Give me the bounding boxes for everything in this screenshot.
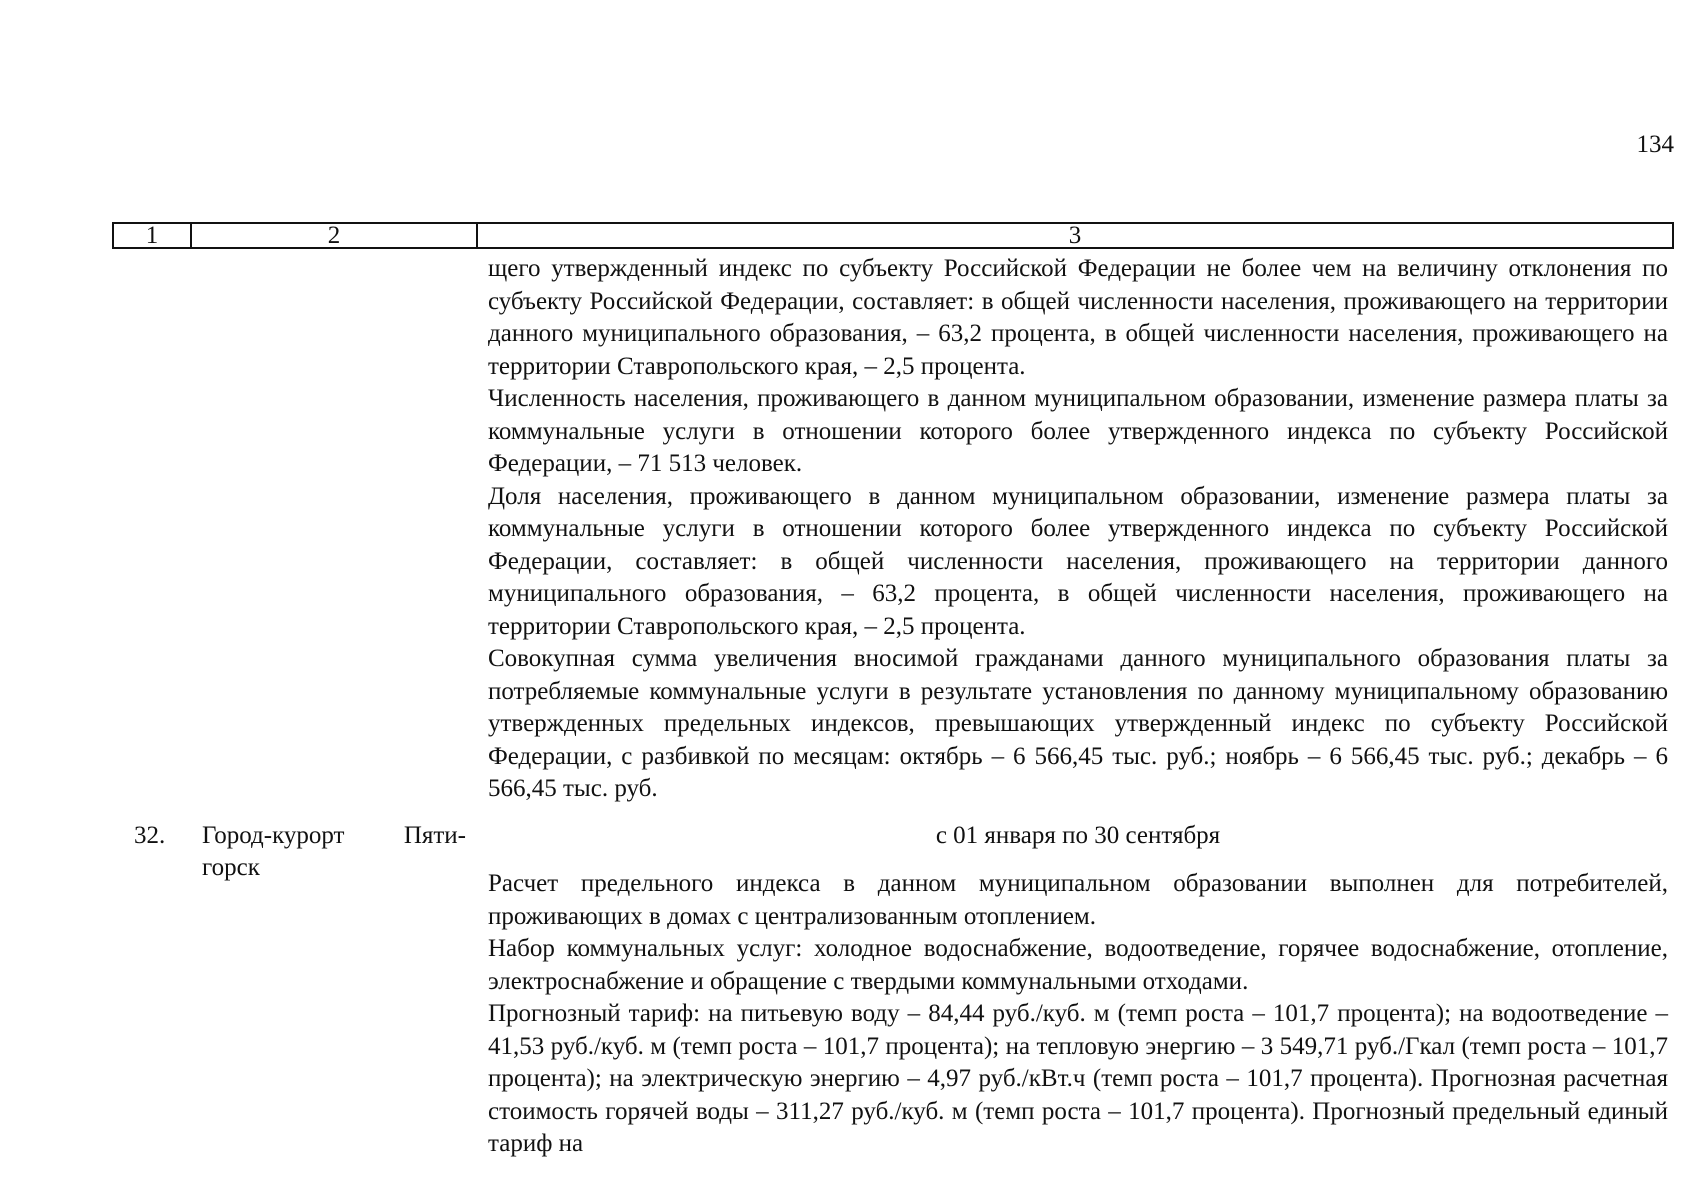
column-number-3: 3 bbox=[1068, 222, 1082, 249]
paragraph: Прогнозный тариф: на питьевую воду – 84,44 руб./куб. м (темп роста – 101,7 процента); на водоотведение – 41,53 руб./куб. м (темп роста – 101,7 процента); на тепловую энергию – 3 549,71 руб./Гкал (темп роста – 101,7 процента); на электрическую энергию – 4,97 руб./кВт.ч (темп роста – 101,7 процента). Прогнозная расчетная стоимость горячей воды – 311,27 руб./куб. м (темп роста – 101,7 процента). Прогнозный предельный единый тариф на bbox=[488, 1000, 1668, 1157]
row-32-text bbox=[488, 868, 1668, 1161]
municipality-name-part: Пяти- bbox=[403, 822, 466, 849]
table-column-header bbox=[112, 222, 1674, 249]
paragraph: Доля населения, проживающего в данном муниципальном образовании, изменение размера платы за коммунальные услуги в отношении которого более утвержденного индекса по субъекту Российской Федерации, составляет: в общей численности населения, проживающего на территории данного муниципального образования, – 63,2 процента, в общей численности населения, проживающего на территории Ставропольского края, – 2,5 процента. bbox=[488, 482, 1668, 640]
municipality-name-part: Город-курорт bbox=[202, 822, 345, 849]
column-number-2: 2 bbox=[192, 224, 478, 247]
municipality-name bbox=[202, 820, 466, 884]
paragraph: Расчет предельного индекса в данном муниципальном образовании выполнен для потребителей, проживающих в домах с централизованным отоплением. bbox=[488, 870, 1668, 930]
municipality-name-part: горск bbox=[202, 854, 260, 881]
paragraph: Набор коммунальных услуг: холодное водоснабжение, водоотведение, горячее водоснабжение, отопление, электроснабжение и обращение с твердыми коммунальными отходами. bbox=[488, 935, 1668, 995]
paragraph: Совокупная сумма увеличения вносимой гражданами данного муниципального образования платы за потребляемые коммунальные услуги в результате установления по данному муниципальному образованию утвержденных предельных индексов, превышающих утвержденный индекс по субъекту Российской Федерации, с разбивкой по месяцам: октябрь – 6 566,45 тыс. руб.; ноябрь – 6 566,45 тыс. руб.; декабрь – 6 566,45 тыс. руб. bbox=[488, 645, 1668, 802]
paragraph: щего утвержденный индекс по субъекту Российской Федерации не более чем на величину отклонения по субъекту Российской Федерации, составляет: в общей численности населения, проживающего на территории данного муниципального образования, – 63,2 процента, в общей численности населения, проживающего на территории Ставропольского края, – 2,5 процента. bbox=[488, 255, 1668, 380]
row-number: 32. bbox=[134, 822, 166, 849]
page-number: 134 bbox=[1636, 131, 1674, 158]
continued-row-text bbox=[488, 253, 1668, 806]
column-number-1: 1 bbox=[114, 224, 192, 247]
period-heading: с 01 января по 30 сентября bbox=[935, 822, 1221, 849]
paragraph: Численность населения, проживающего в данном муниципальном образовании, изменение размера платы за коммунальные услуги в отношении которого более утвержденного индекса по субъекту Российской Федерации, – 71 513 человек. bbox=[488, 385, 1668, 477]
